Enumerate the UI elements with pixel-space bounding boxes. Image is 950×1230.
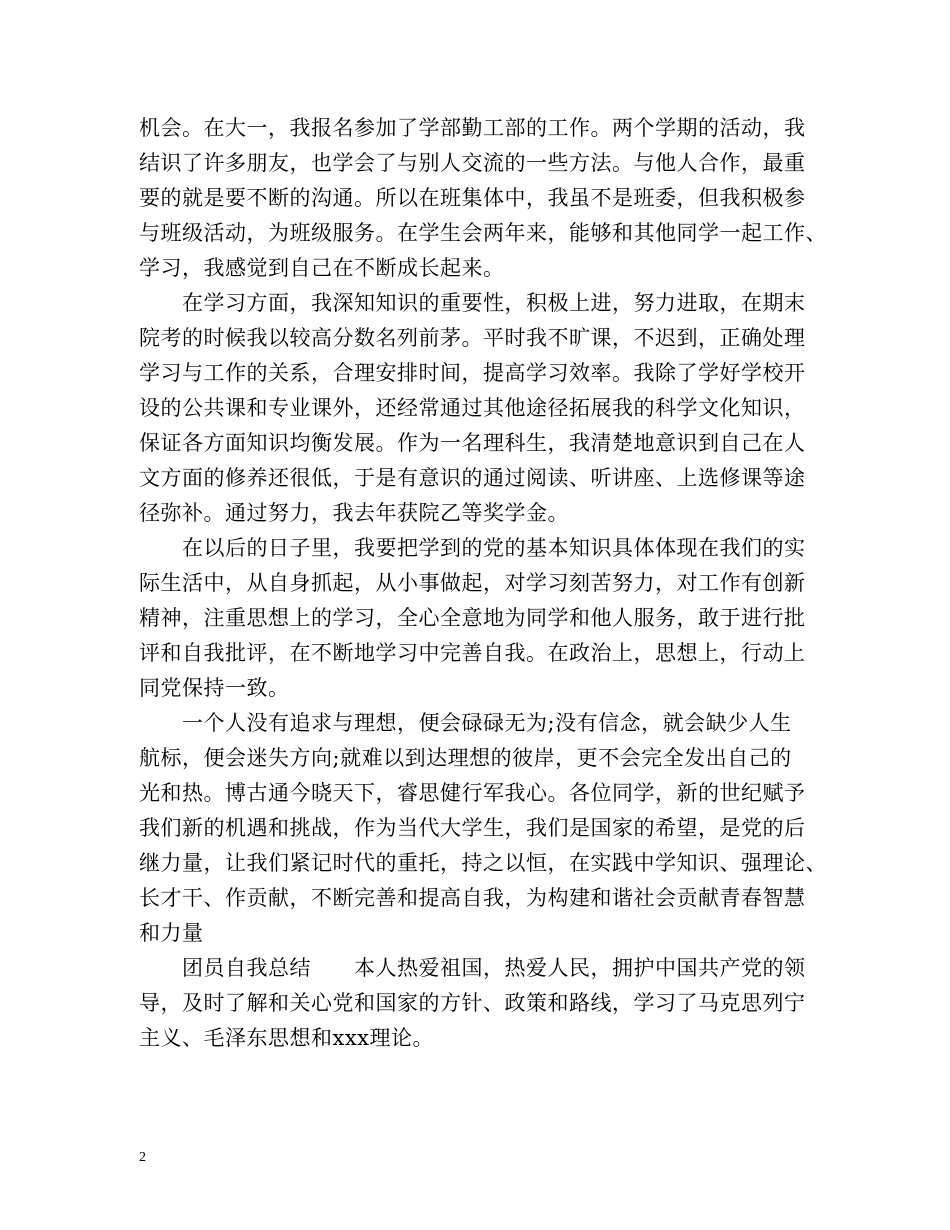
- text-line: 学习与工作的关系，合理安排时间，提高学习效率。我除了学好学校开: [139, 361, 806, 385]
- text-line: 继力量，让我们紧记时代的重托，持之以恒，在实践中学知识、强理论、: [139, 851, 827, 875]
- text-line: 与班级活动，为班级服务。在学生会两年来，能够和其他同学一起工作、: [139, 221, 827, 245]
- text-line: 院考的时候我以较高分数名列前茅。平时我不旷课，不迟到，正确处理: [139, 326, 806, 350]
- text-line: 导，及时了解和关心党和国家的方针、政策和路线，学习了马克思列宁: [139, 991, 806, 1015]
- text-line: 航标，便会迷失方向;就难以到达理想的彼岸，更不会完全发出自己的: [139, 746, 792, 770]
- text-line: 设的公共课和专业课外，还经常通过其他途径拓展我的科学文化知识，: [139, 396, 806, 420]
- text-line: 长才干、作贡献，不断完善和提高自我，为构建和谐社会贡献青春智慧: [139, 886, 806, 910]
- paragraph-first-line: 团员自我总结 本人热爱祖国，热爱人民，拥护中国共产党的领: [182, 956, 806, 980]
- text-line: 学习，我感觉到自己在不断成长起来。: [139, 256, 505, 280]
- text-line: 光和热。博古通今晓天下，睿思健行军我心。各位同学，新的世纪赋予: [139, 781, 806, 805]
- text-line: 文方面的修养还很低，于是有意识的通过阅读、听讲座、上选修课等途: [139, 466, 806, 490]
- paragraph-first-line: 在学习方面，我深知知识的重要性，积极上进，努力进取，在期末: [182, 291, 806, 315]
- text-line: 保证各方面知识均衡发展。作为一名理科生，我清楚地意识到自己在人: [139, 431, 806, 455]
- text-line: 精神，注重思想上的学习，全心全意地为同学和他人服务，敢于进行批: [139, 606, 806, 630]
- page-number: 2: [139, 1150, 146, 1165]
- text-line: 径弥补。通过努力，我去年获院乙等奖学金。: [139, 501, 569, 525]
- text-line: 和力量: [139, 921, 204, 945]
- paragraph-first-line: 一个人没有追求与理想，便会碌碌无为;没有信念，就会缺少人生: [182, 711, 792, 735]
- paragraph-first-line: 在以后的日子里，我要把学到的党的基本知识具体体现在我们的实: [182, 536, 806, 560]
- text-line: 同党保持一致。: [139, 676, 290, 700]
- text-line: 评和自我批评，在不断地学习中完善自我。在政治上，思想上，行动上: [139, 641, 806, 665]
- text-line: 主义、毛泽东思想和xxx理论。: [139, 1026, 435, 1050]
- text-line: 际生活中，从自身抓起，从小事做起，对学习刻苦努力，对工作有创新: [139, 571, 806, 595]
- text-line: 我们新的机遇和挑战，作为当代大学生，我们是国家的希望，是党的后: [139, 816, 806, 840]
- text-line: 结识了许多朋友，也学会了与别人交流的一些方法。与他人合作，最重: [139, 151, 806, 175]
- text-line: 要的就是要不断的沟通。所以在班集体中，我虽不是班委，但我积极参: [139, 186, 806, 210]
- body-text: [139, 111, 827, 1056]
- text-line: 机会。在大一，我报名参加了学部勤工部的工作。两个学期的活动，我: [139, 116, 806, 140]
